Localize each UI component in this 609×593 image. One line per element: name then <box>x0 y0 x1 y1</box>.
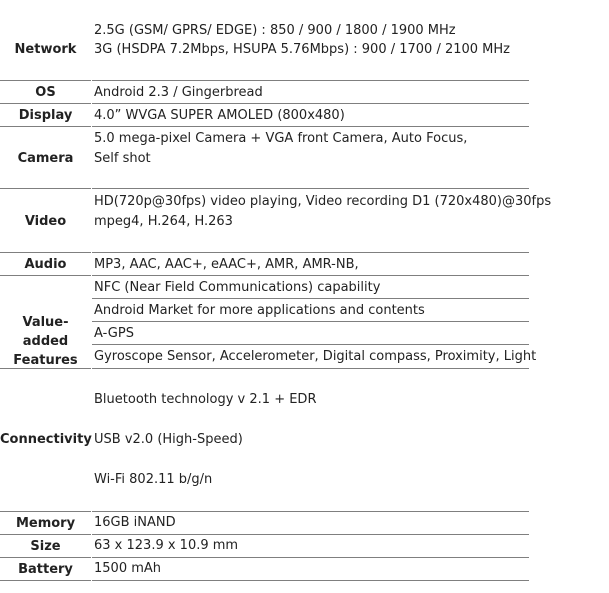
row-divider <box>92 368 529 369</box>
label-display: Display <box>18 108 73 123</box>
value-nfc: NFC (Near Field Communications) capability <box>94 280 381 295</box>
value-agps: A-GPS <box>94 326 134 341</box>
value-video-1: HD(720p@30fps) video playing, Video recording D1 (720x480)@30fps <box>94 194 552 209</box>
label-battery: Battery <box>18 562 73 577</box>
value-network-2: 3G (HSDPA 7.2Mbps, HSUPA 5.76Mbps) : 900 / 1700 / 2100 MHz <box>94 42 510 57</box>
row-divider <box>0 511 91 512</box>
label-value-added-line-1: Value-added <box>22 315 69 349</box>
row-divider <box>0 103 91 104</box>
label-video: Video <box>24 214 67 229</box>
row-divider <box>92 321 529 322</box>
value-network-1: 2.5G (GSM/ GPRS/ EDGE) : 850 / 900 / 1800 / 1900 MHz <box>94 23 456 38</box>
label-os: OS <box>35 85 56 100</box>
label-camera: Camera <box>17 151 74 166</box>
row-divider <box>92 580 529 581</box>
value-camera-1: 5.0 mega-pixel Camera + VGA front Camera, Auto Focus, <box>94 131 468 146</box>
row-divider <box>0 80 91 81</box>
value-audio: MP3, AAC, AAC+, eAAC+, AMR, AMR-NB, <box>94 257 359 272</box>
value-os: Android 2.3 / Gingerbread <box>94 85 263 100</box>
value-bluetooth: Bluetooth technology v 2.1 + EDR <box>94 392 317 407</box>
label-memory: Memory <box>15 516 76 531</box>
row-divider <box>0 252 91 253</box>
label-network: Network <box>14 42 77 57</box>
label-size: Size <box>30 539 61 554</box>
row-divider <box>92 188 529 189</box>
row-divider <box>0 534 91 535</box>
label-value-added <box>0 313 91 370</box>
value-display: 4.0” WVGA SUPER AMOLED (800x480) <box>94 108 345 123</box>
row-divider <box>0 188 91 189</box>
value-camera-2: Self shot <box>94 151 151 166</box>
row-divider <box>0 557 91 558</box>
row-divider <box>0 126 91 127</box>
value-video-2: mpeg4, H.264, H.263 <box>94 214 233 229</box>
value-memory: 16GB iNAND <box>94 515 176 530</box>
row-divider <box>0 580 91 581</box>
value-size: 63 x 123.9 x 10.9 mm <box>94 538 239 553</box>
label-audio: Audio <box>24 257 67 272</box>
label-connectivity: Connectivity <box>0 432 92 447</box>
row-divider <box>0 275 91 276</box>
value-sensors: Gyroscope Sensor, Accelerometer, Digital compass, Proximity, Light <box>94 349 537 364</box>
row-divider <box>0 368 91 369</box>
value-android-market: Android Market for more applications and contents <box>94 303 425 318</box>
label-value-added-line-2: Features <box>13 353 78 368</box>
value-usb: USB v2.0 (High-Speed) <box>94 432 243 447</box>
value-battery: 1500 mAh <box>94 561 162 576</box>
value-wifi: Wi-Fi 802.11 b/g/n <box>94 472 213 487</box>
